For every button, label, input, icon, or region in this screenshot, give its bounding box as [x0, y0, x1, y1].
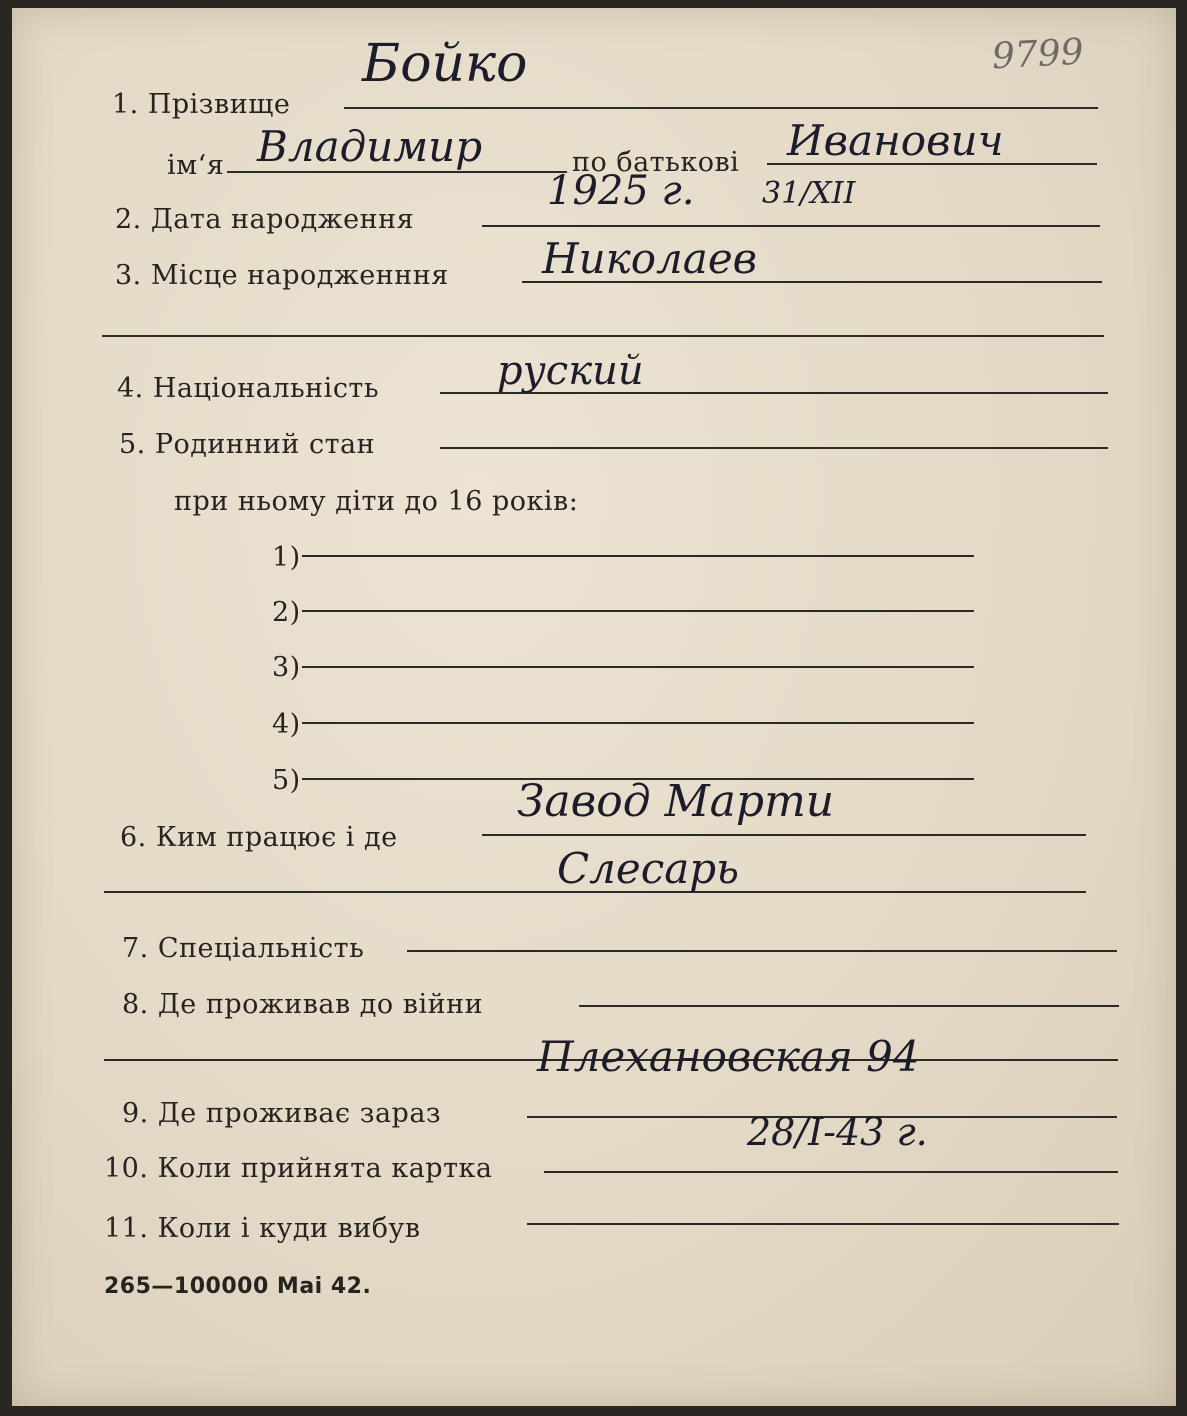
children-line-3 [302, 666, 974, 668]
children-label: при ньому діти до 16 років: [174, 486, 579, 517]
marital-status-line [440, 447, 1108, 449]
children-item-4: 4) [272, 709, 301, 740]
card-date-value: 28/I-43 г. [747, 1110, 928, 1154]
card-accepted-line [544, 1171, 1118, 1173]
patronymic-label: по батькові [572, 147, 740, 178]
card-accepted-label: 10. Коли прийнята картка [104, 1153, 493, 1184]
occupation-label: 6. Ким працює і де [120, 822, 398, 853]
birth-date-line [482, 225, 1100, 227]
birth-date-label: 2. Дата народження [115, 204, 415, 235]
specialty-label: 7. Спеціальність [122, 933, 365, 964]
departure-line [527, 1223, 1119, 1225]
print-code: 265—100000 Mai 42. [104, 1274, 372, 1299]
children-line-2 [302, 610, 974, 612]
registration-card [12, 8, 1176, 1406]
birth-place-label: 3. Місце народженння [115, 260, 449, 291]
birth-place-value: Николаев [542, 234, 758, 283]
archive-number: 9799 [990, 31, 1085, 78]
prewar-residence-label: 8. Де проживав до війни [122, 989, 484, 1020]
children-item-3: 3) [272, 652, 301, 683]
surname-label: 1. Прізвище [112, 89, 291, 120]
occupation-value-2: Слесарь [557, 844, 740, 893]
surname-line [344, 107, 1098, 109]
surname-value: Бойко [362, 34, 528, 94]
children-line-1 [302, 555, 974, 557]
occupation-line [482, 834, 1086, 836]
children-item-1: 1) [272, 542, 301, 573]
prewar-residence-line [579, 1005, 1119, 1007]
birth-day-value: 31/XII [762, 176, 856, 211]
first-name-line [227, 171, 567, 173]
nationality-label: 4. Національність [117, 373, 380, 404]
specialty-line [407, 950, 1117, 952]
birth-year-value: 1925 г. [547, 168, 695, 214]
children-item-2: 2) [272, 597, 301, 628]
current-residence-label: 9. Де проживає зараз [122, 1098, 442, 1129]
address-value: Плехановская 94 [537, 1032, 920, 1081]
first-name-label: ім‘я [167, 150, 225, 181]
children-line-4 [302, 722, 974, 724]
nationality-value: руский [497, 348, 644, 394]
children-item-5: 5) [272, 765, 301, 796]
patronymic-value: Иванович [787, 116, 1004, 165]
marital-status-label: 5. Родинний стан [119, 429, 376, 460]
first-name-value: Владимир [257, 122, 483, 171]
occupation-value-1: Завод Марти [517, 776, 835, 827]
departure-label: 11. Коли і куди вибув [104, 1213, 421, 1244]
birth-place-line-2 [102, 335, 1104, 337]
